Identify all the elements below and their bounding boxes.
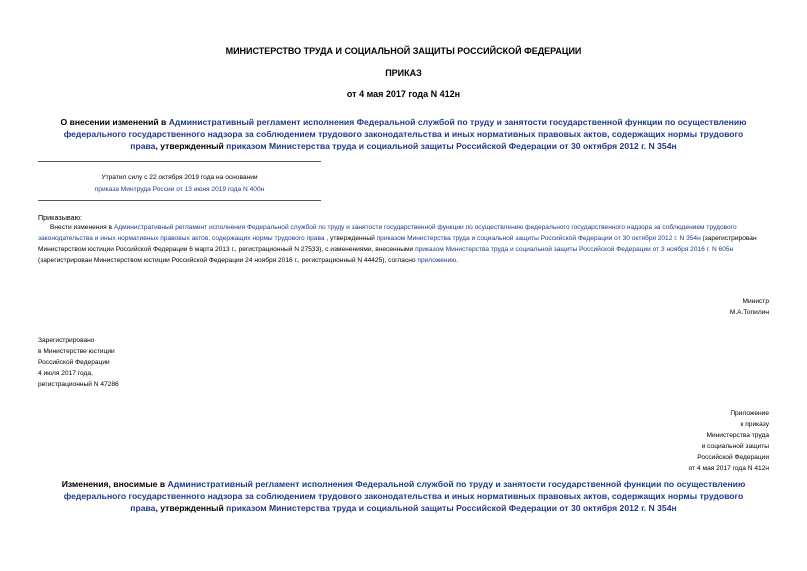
title-prefix: О внесении изменений в bbox=[60, 117, 169, 127]
registration-line: Российской Федерации bbox=[38, 359, 110, 366]
title-regulation-link[interactable]: Административный регламент исполнения Федеральной службой по труду и занятости государственной функции по осуществлению федерального государственного надзора за соблюдением трудового законодательства и иных нормативных правовых актов, содержащих нормы трудового права bbox=[63, 117, 747, 151]
divider-top bbox=[38, 161, 321, 162]
title-middle: , утвержденный bbox=[155, 141, 227, 151]
appendix-line: от 4 мая 2017 года N 412н bbox=[688, 465, 769, 472]
status-note bbox=[38, 172, 321, 195]
changes-title-prefix: Изменения, вносимые в bbox=[61, 479, 168, 489]
registration-line: 4 июля 2017 года, bbox=[38, 370, 93, 377]
p1-text-d: (зарегистрирован Министерством юстиции Российской Федерации 24 ноября 2016 г., регистрационный N 44425), согласно bbox=[38, 257, 418, 264]
registration-line: Зарегистрировано bbox=[38, 337, 95, 344]
p1-regulation-link[interactable]: Административный регламент исполнения Федеральной службой по труду и занятости государственной функции по осуществлению федерального государственного надзора за соблюдением трудового законодательства и иных нормативных правовых актов, содержащих нормы трудового права bbox=[38, 224, 737, 242]
p1-text-b: , утвержденный bbox=[324, 235, 377, 242]
changes-title-regulation-link[interactable]: Административный регламент исполнения Федеральной службой по труду и занятости государственной функции по осуществлению федерального государственного надзора за соблюдением трудового законодательства и иных нормативных правовых актов, содержащих нормы трудового права bbox=[63, 479, 746, 513]
p1-appendix-link[interactable]: приложению bbox=[417, 257, 457, 264]
divider-bottom bbox=[38, 200, 321, 201]
p1-text-a: Внести изменения в bbox=[50, 224, 114, 231]
order-word: Приказываю: bbox=[38, 213, 82, 222]
changes-title-middle: , утвержденный bbox=[155, 503, 227, 513]
document-title bbox=[50, 116, 757, 152]
order-paragraph bbox=[38, 222, 770, 266]
signature-name: М.А.Топилин bbox=[729, 309, 769, 316]
appendix-line: к приказу bbox=[740, 421, 769, 428]
changes-title bbox=[50, 478, 757, 514]
p1-text-c: (зарегистрирован Министерством юстиции Российской Федерации 6 марта 2013 г., регистрационный N 27533), с изменениями, внесенными bbox=[38, 235, 757, 253]
signature-position: Министр bbox=[742, 298, 769, 305]
appendix-block bbox=[560, 408, 769, 474]
p1-order-605-link[interactable]: приказом Министерства труда и социальной защиты Российской Федерации от 3 ноября 2016 г. N 605н bbox=[415, 246, 734, 253]
appendix-line: Приложение bbox=[730, 410, 769, 417]
status-note-link[interactable]: приказа Минтруда России от 13 июня 2019 года N 400н bbox=[94, 185, 265, 193]
ministry-heading: МИНИСТЕРСТВО ТРУДА И СОЦИАЛЬНОЙ ЗАЩИТЫ РОССИЙСКОЙ ФЕДЕРАЦИИ bbox=[225, 46, 582, 56]
status-note-text: Утратил силу с 22 октября 2019 года на основании bbox=[101, 174, 258, 181]
doc-type: ПРИКАЗ bbox=[385, 68, 422, 78]
p1-text-e: . bbox=[456, 257, 459, 264]
appendix-line: Министерства труда bbox=[706, 432, 769, 439]
appendix-line: Российской Федерации bbox=[697, 454, 769, 461]
p1-order-354-link[interactable]: приказом Министерства труда и социальной защиты Российской Федерации от 30 октября 2012 г. N 354н bbox=[376, 235, 701, 242]
doc-date-number: от 4 мая 2017 года N 412н bbox=[346, 89, 461, 99]
registration-block bbox=[38, 335, 119, 390]
changes-title-order-link[interactable]: приказом Министерства труда и социальной защиты Российской Федерации от 30 октября 2012 г. N 354н bbox=[226, 503, 677, 513]
registration-line: в Министерстве юстиции bbox=[38, 348, 115, 355]
title-order-link[interactable]: приказом Министерства труда и социальной защиты Российской Федерации от 30 октября 2012 г. N 354н bbox=[226, 141, 677, 151]
appendix-line: и социальной защиты bbox=[701, 443, 769, 450]
registration-line: регистрационный N 47286 bbox=[38, 381, 119, 388]
